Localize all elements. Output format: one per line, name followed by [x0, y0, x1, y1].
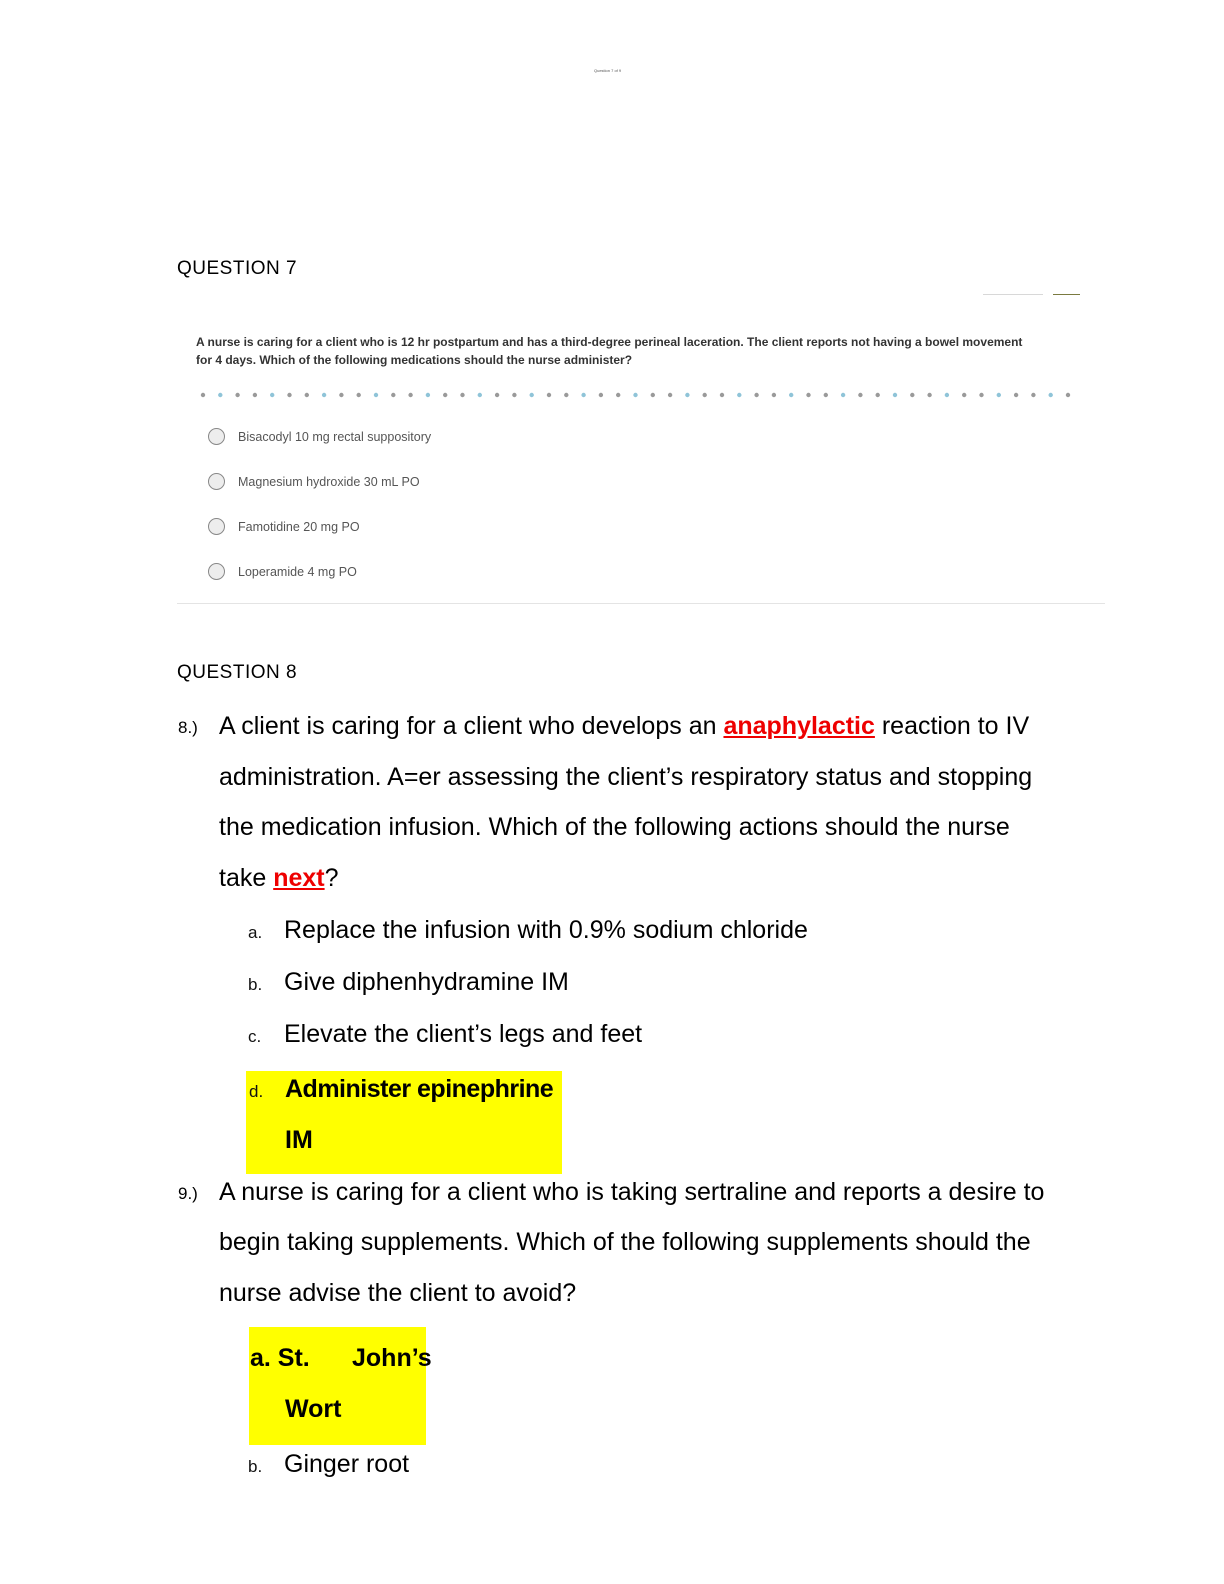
- separator-dot: [270, 393, 274, 397]
- separator-dot: [945, 393, 949, 397]
- answer-option-label: Loperamide 4 mg PO: [238, 564, 357, 579]
- question-8-line: administration. A=er assessing the client’s respiratory status and stopping: [219, 763, 1033, 791]
- separator-dot: [339, 393, 343, 397]
- separator-dot: [374, 393, 378, 397]
- separator-dot: [218, 393, 222, 397]
- dotted-separator: [199, 390, 1079, 400]
- option-text-continuation: Wort: [285, 1395, 342, 1423]
- separator-dot: [668, 393, 672, 397]
- option-text: Replace the infusion with 0.9% sodium chloride: [284, 916, 808, 944]
- answer-option-label: Magnesium hydroxide 30 mL PO: [238, 474, 420, 489]
- separator-dot: [927, 393, 931, 397]
- question-9-line: A nurse is caring for a client who is taking sertraline and reports a desire to: [219, 1178, 1045, 1206]
- separator-dot: [443, 393, 447, 397]
- separator-dot: [305, 393, 309, 397]
- answer-option[interactable]: [208, 428, 431, 445]
- option-text: Ginger root: [284, 1450, 410, 1478]
- radio-button[interactable]: [208, 518, 225, 535]
- separator-dot: [391, 393, 395, 397]
- separator-dot: [253, 393, 257, 397]
- option-letter: a.: [248, 923, 263, 942]
- separator-dot: [478, 393, 482, 397]
- separator-dot: [806, 393, 810, 397]
- text-run: reaction to IV: [874, 712, 1030, 740]
- separator-dot: [876, 393, 880, 397]
- separator-dot: [685, 393, 689, 397]
- question-8-label: QUESTION 8: [177, 662, 298, 683]
- answer-option[interactable]: [208, 563, 357, 580]
- answer-option-label: Famotidine 20 mg PO: [238, 519, 360, 534]
- text-run: ?: [324, 864, 339, 892]
- emphasized-word: anaphylactic: [723, 712, 875, 740]
- divider: [177, 603, 1105, 604]
- separator-dot: [495, 393, 499, 397]
- separator-dot: [322, 393, 326, 397]
- separator-dot: [201, 393, 205, 397]
- separator-dot: [703, 393, 707, 397]
- separator-dot: [564, 393, 568, 397]
- separator-dot: [633, 393, 637, 397]
- separator-dot: [979, 393, 983, 397]
- answer-option[interactable]: [208, 518, 360, 535]
- separator-dot: [547, 393, 551, 397]
- separator-dot: [616, 393, 620, 397]
- separator-dot: [772, 393, 776, 397]
- option-letter: d.: [249, 1082, 264, 1101]
- radio-button[interactable]: [208, 563, 225, 580]
- option-letter: a. St.: [250, 1344, 310, 1372]
- option-text: Administer epinephrine: [285, 1075, 554, 1103]
- progress-bar-track: [983, 294, 1043, 295]
- separator-dot: [789, 393, 793, 397]
- question-7-stem-line: for 4 days. Which of the following medications should the nurse administer?: [196, 353, 633, 367]
- option-letter: b.: [248, 975, 263, 994]
- separator-dot: [737, 393, 741, 397]
- separator-dot: [581, 393, 585, 397]
- text-run: take: [219, 864, 274, 892]
- separator-dot: [1066, 393, 1070, 397]
- separator-dot: [720, 393, 724, 397]
- separator-dot: [910, 393, 914, 397]
- text-run: A client is caring for a client who develops an: [219, 712, 724, 740]
- option-letter: c.: [248, 1027, 262, 1046]
- separator-dot: [1014, 393, 1018, 397]
- question-8-line: [219, 712, 1029, 740]
- separator-dot: [357, 393, 361, 397]
- separator-dot: [426, 393, 430, 397]
- separator-dot: [599, 393, 603, 397]
- separator-dot: [841, 393, 845, 397]
- question-7-stem: [196, 333, 1086, 369]
- question-9-line: nurse advise the client to avoid?: [219, 1279, 577, 1307]
- separator-dot: [408, 393, 412, 397]
- emphasized-word: next: [273, 864, 325, 892]
- question-number: 8.): [178, 718, 198, 737]
- separator-dot: [997, 393, 1001, 397]
- separator-dot: [1031, 393, 1035, 397]
- question-8-line: [219, 864, 339, 892]
- progress-bar-mark: [1053, 294, 1080, 295]
- separator-dot: [460, 393, 464, 397]
- question-7-label: QUESTION 7: [177, 258, 298, 279]
- radio-button[interactable]: [208, 473, 225, 490]
- question-7-stem-line: A nurse is caring for a client who is 12 hr postpartum and has a third-degree perineal laceration. The client reports not having a bowel movement: [196, 335, 1023, 349]
- separator-dot: [893, 393, 897, 397]
- separator-dot: [858, 393, 862, 397]
- question-9-line: begin taking supplements. Which of the following supplements should the: [219, 1228, 1031, 1256]
- question-number: 9.): [178, 1184, 198, 1203]
- separator-dot: [235, 393, 239, 397]
- separator-dot: [651, 393, 655, 397]
- separator-dot: [512, 393, 516, 397]
- answer-option-label: Bisacodyl 10 mg rectal suppository: [238, 429, 432, 444]
- answer-option[interactable]: [208, 473, 420, 490]
- option-letter: b.: [248, 1457, 263, 1476]
- separator-dot: [530, 393, 534, 397]
- option-text: Elevate the client’s legs and feet: [284, 1020, 643, 1048]
- option-text-continuation: IM: [285, 1126, 313, 1154]
- question-8-line: the medication infusion. Which of the following actions should the nurse: [219, 813, 1010, 841]
- separator-dot: [287, 393, 291, 397]
- radio-button[interactable]: [208, 428, 225, 445]
- separator-dot: [962, 393, 966, 397]
- option-text: John’s: [352, 1344, 432, 1372]
- separator-dot: [754, 393, 758, 397]
- separator-dot: [1049, 393, 1053, 397]
- option-text: Give diphenhydramine IM: [284, 968, 569, 996]
- page-header-text: Question 7 of 9: [594, 68, 622, 73]
- separator-dot: [824, 393, 828, 397]
